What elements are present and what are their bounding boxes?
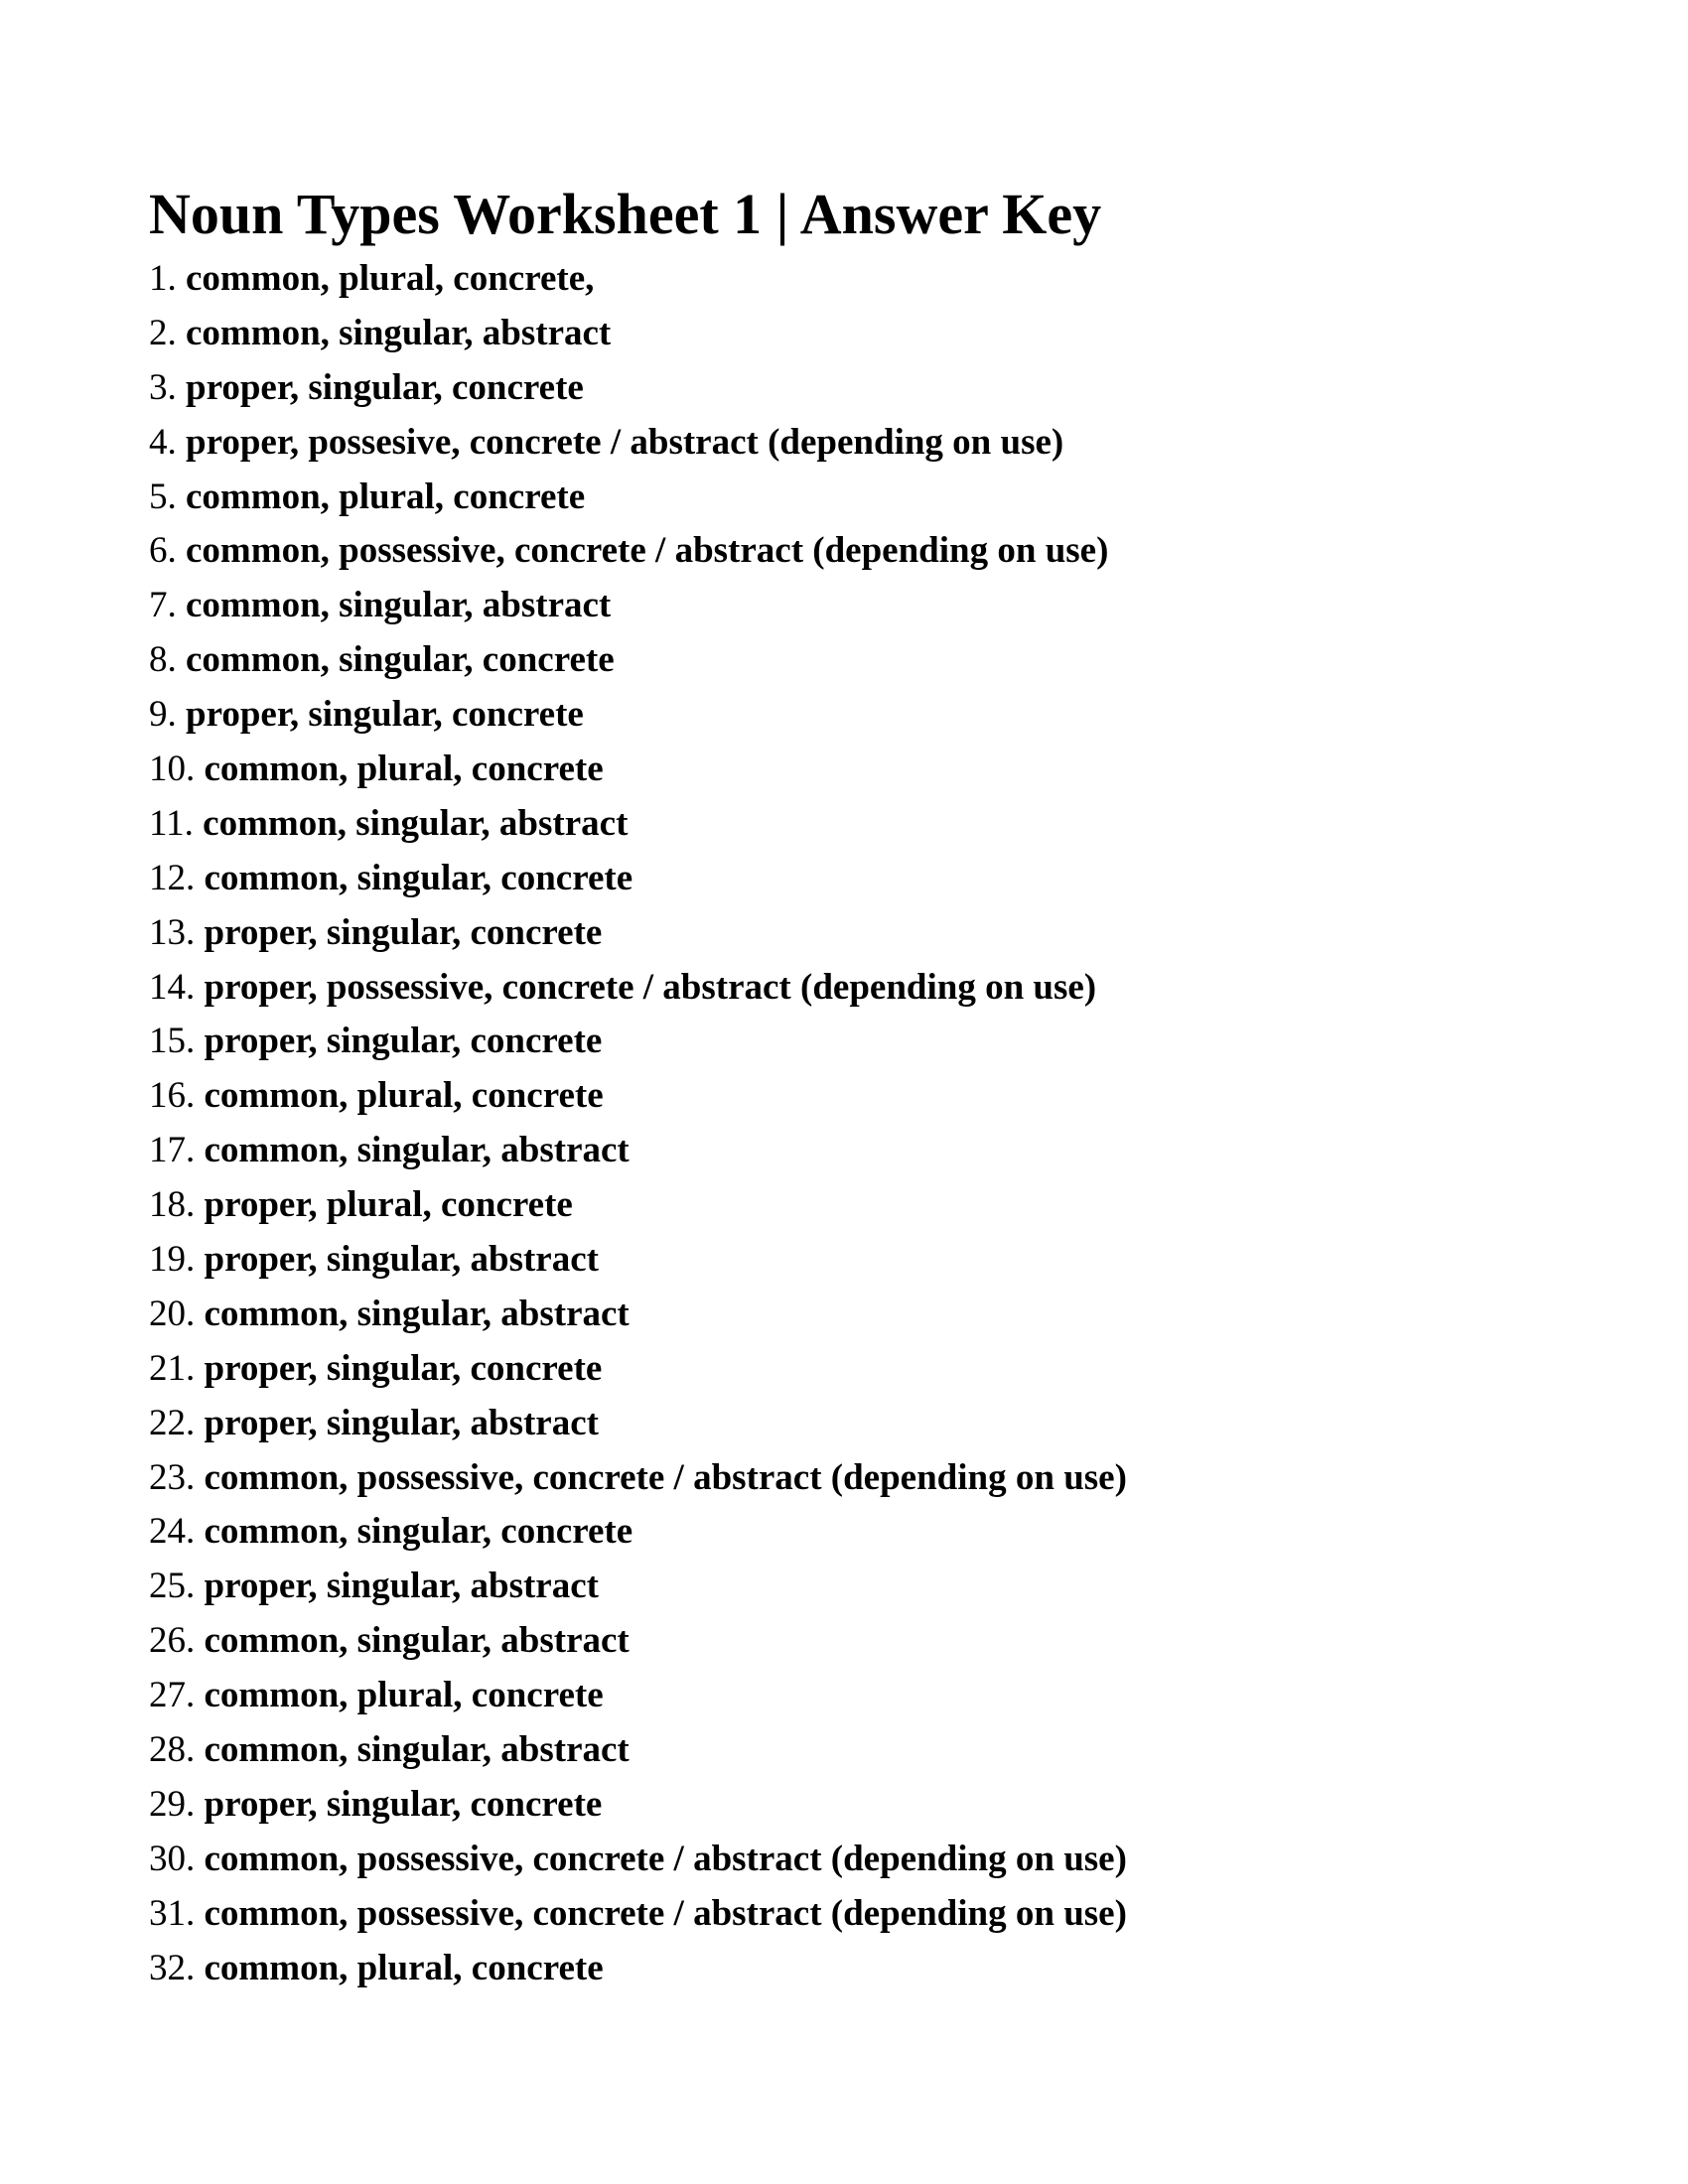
answer-item [149,852,1539,906]
answer-number: 16. [149,1075,196,1117]
answer-number: 1. [149,258,177,299]
answer-text: proper, possesive, concrete / abstract (depending on use) [186,421,1064,463]
answer-number: 5. [149,476,177,517]
answer-text: common, plural, concrete [204,1075,604,1117]
answer-text: common, singular, concrete [204,857,633,898]
answer-number: 30. [149,1838,196,1879]
answer-item [149,1397,1539,1451]
answer-item [149,906,1539,961]
answer-item [149,743,1539,797]
answer-item [149,524,1539,579]
answer-item [149,1723,1539,1778]
answer-text: common, singular, abstract [204,1130,630,1171]
answer-number: 24. [149,1511,196,1553]
answer-item [149,1288,1539,1342]
answer-item [149,1833,1539,1887]
answer-text: proper, singular, concrete [186,694,584,736]
answer-text: common, singular, concrete [186,639,615,681]
answer-item [149,1887,1539,1942]
answer-text: proper, singular, concrete [204,1021,603,1062]
answer-text: proper, singular, concrete [186,366,584,408]
answer-number: 31. [149,1892,196,1934]
answer-item [149,252,1539,307]
answer-item [149,579,1539,633]
answer-number: 23. [149,1456,196,1498]
answer-number: 11. [149,802,194,844]
answer-item [149,961,1539,1016]
answer-number: 28. [149,1729,196,1771]
page-title: Noun Types Worksheet 1 | Answer Key [149,182,1102,246]
answer-item [149,416,1539,471]
answer-number: 8. [149,639,177,681]
answer-number: 4. [149,421,177,463]
answer-item [149,1560,1539,1614]
answer-text: common, plural, concrete [204,749,604,790]
answer-text: proper, plural, concrete [204,1184,573,1226]
answer-item [149,307,1539,361]
answer-number: 13. [149,911,196,953]
answer-item [149,1614,1539,1669]
answer-number: 20. [149,1293,196,1334]
answer-text: proper, singular, concrete [204,1347,603,1389]
answer-number: 3. [149,366,177,408]
answer-text: common, singular, abstract [186,312,612,353]
answer-text: common, plural, concrete [186,476,586,517]
answer-item [149,1069,1539,1124]
answer-number: 7. [149,585,177,626]
answer-item [149,1233,1539,1288]
answer-item [149,361,1539,416]
answer-text: proper, singular, concrete [204,1783,603,1825]
answer-number: 19. [149,1239,196,1281]
answer-item [149,1342,1539,1397]
answer-item [149,1669,1539,1723]
answer-text: common, possessive, concrete / abstract (depending on use) [186,530,1109,572]
answer-number: 10. [149,749,196,790]
answer-item [149,797,1539,852]
answer-text: proper, singular, abstract [204,1239,599,1281]
answer-item [149,1505,1539,1560]
answer-number: 32. [149,1947,196,1988]
answer-item [149,1178,1539,1233]
answer-number: 29. [149,1783,196,1825]
answer-text: common, plural, concrete [204,1947,604,1988]
answer-text: common, possessive, concrete / abstract (depending on use) [204,1456,1127,1498]
answer-text: common, singular, abstract [204,1620,630,1662]
answer-text: common, plural, concrete, [186,258,595,299]
answer-text: common, singular, concrete [204,1511,633,1553]
answer-text: common, plural, concrete [204,1675,604,1716]
answer-text: common, possessive, concrete / abstract (depending on use) [204,1838,1127,1879]
answer-number: 9. [149,694,177,736]
answer-item [149,688,1539,743]
answer-number: 12. [149,857,196,898]
answer-number: 15. [149,1021,196,1062]
answer-key-page [149,179,1539,1996]
answer-text: proper, possessive, concrete / abstract (depending on use) [204,966,1097,1008]
answer-text: proper, singular, concrete [204,911,603,953]
answer-text: common, singular, abstract [203,802,629,844]
answer-item [149,1942,1539,1996]
answer-number: 14. [149,966,196,1008]
answer-item [149,1451,1539,1506]
answer-number: 26. [149,1620,196,1662]
answer-number: 6. [149,530,177,572]
answer-number: 22. [149,1402,196,1443]
answer-number: 25. [149,1566,196,1607]
answer-text: common, possessive, concrete / abstract (depending on use) [204,1892,1127,1934]
answer-item [149,1124,1539,1178]
answer-text: proper, singular, abstract [204,1402,599,1443]
answer-text: common, singular, abstract [204,1293,630,1334]
answer-number: 27. [149,1675,196,1716]
answer-number: 17. [149,1130,196,1171]
answer-number: 18. [149,1184,196,1226]
answer-text: common, singular, abstract [204,1729,630,1771]
answer-text: proper, singular, abstract [204,1566,599,1607]
answer-text: common, singular, abstract [186,585,612,626]
answer-item [149,633,1539,688]
answer-number: 21. [149,1347,196,1389]
answer-number: 2. [149,312,177,353]
answer-item [149,1778,1539,1833]
answer-item [149,1015,1539,1069]
answer-list [149,252,1539,1996]
answer-item [149,471,1539,525]
